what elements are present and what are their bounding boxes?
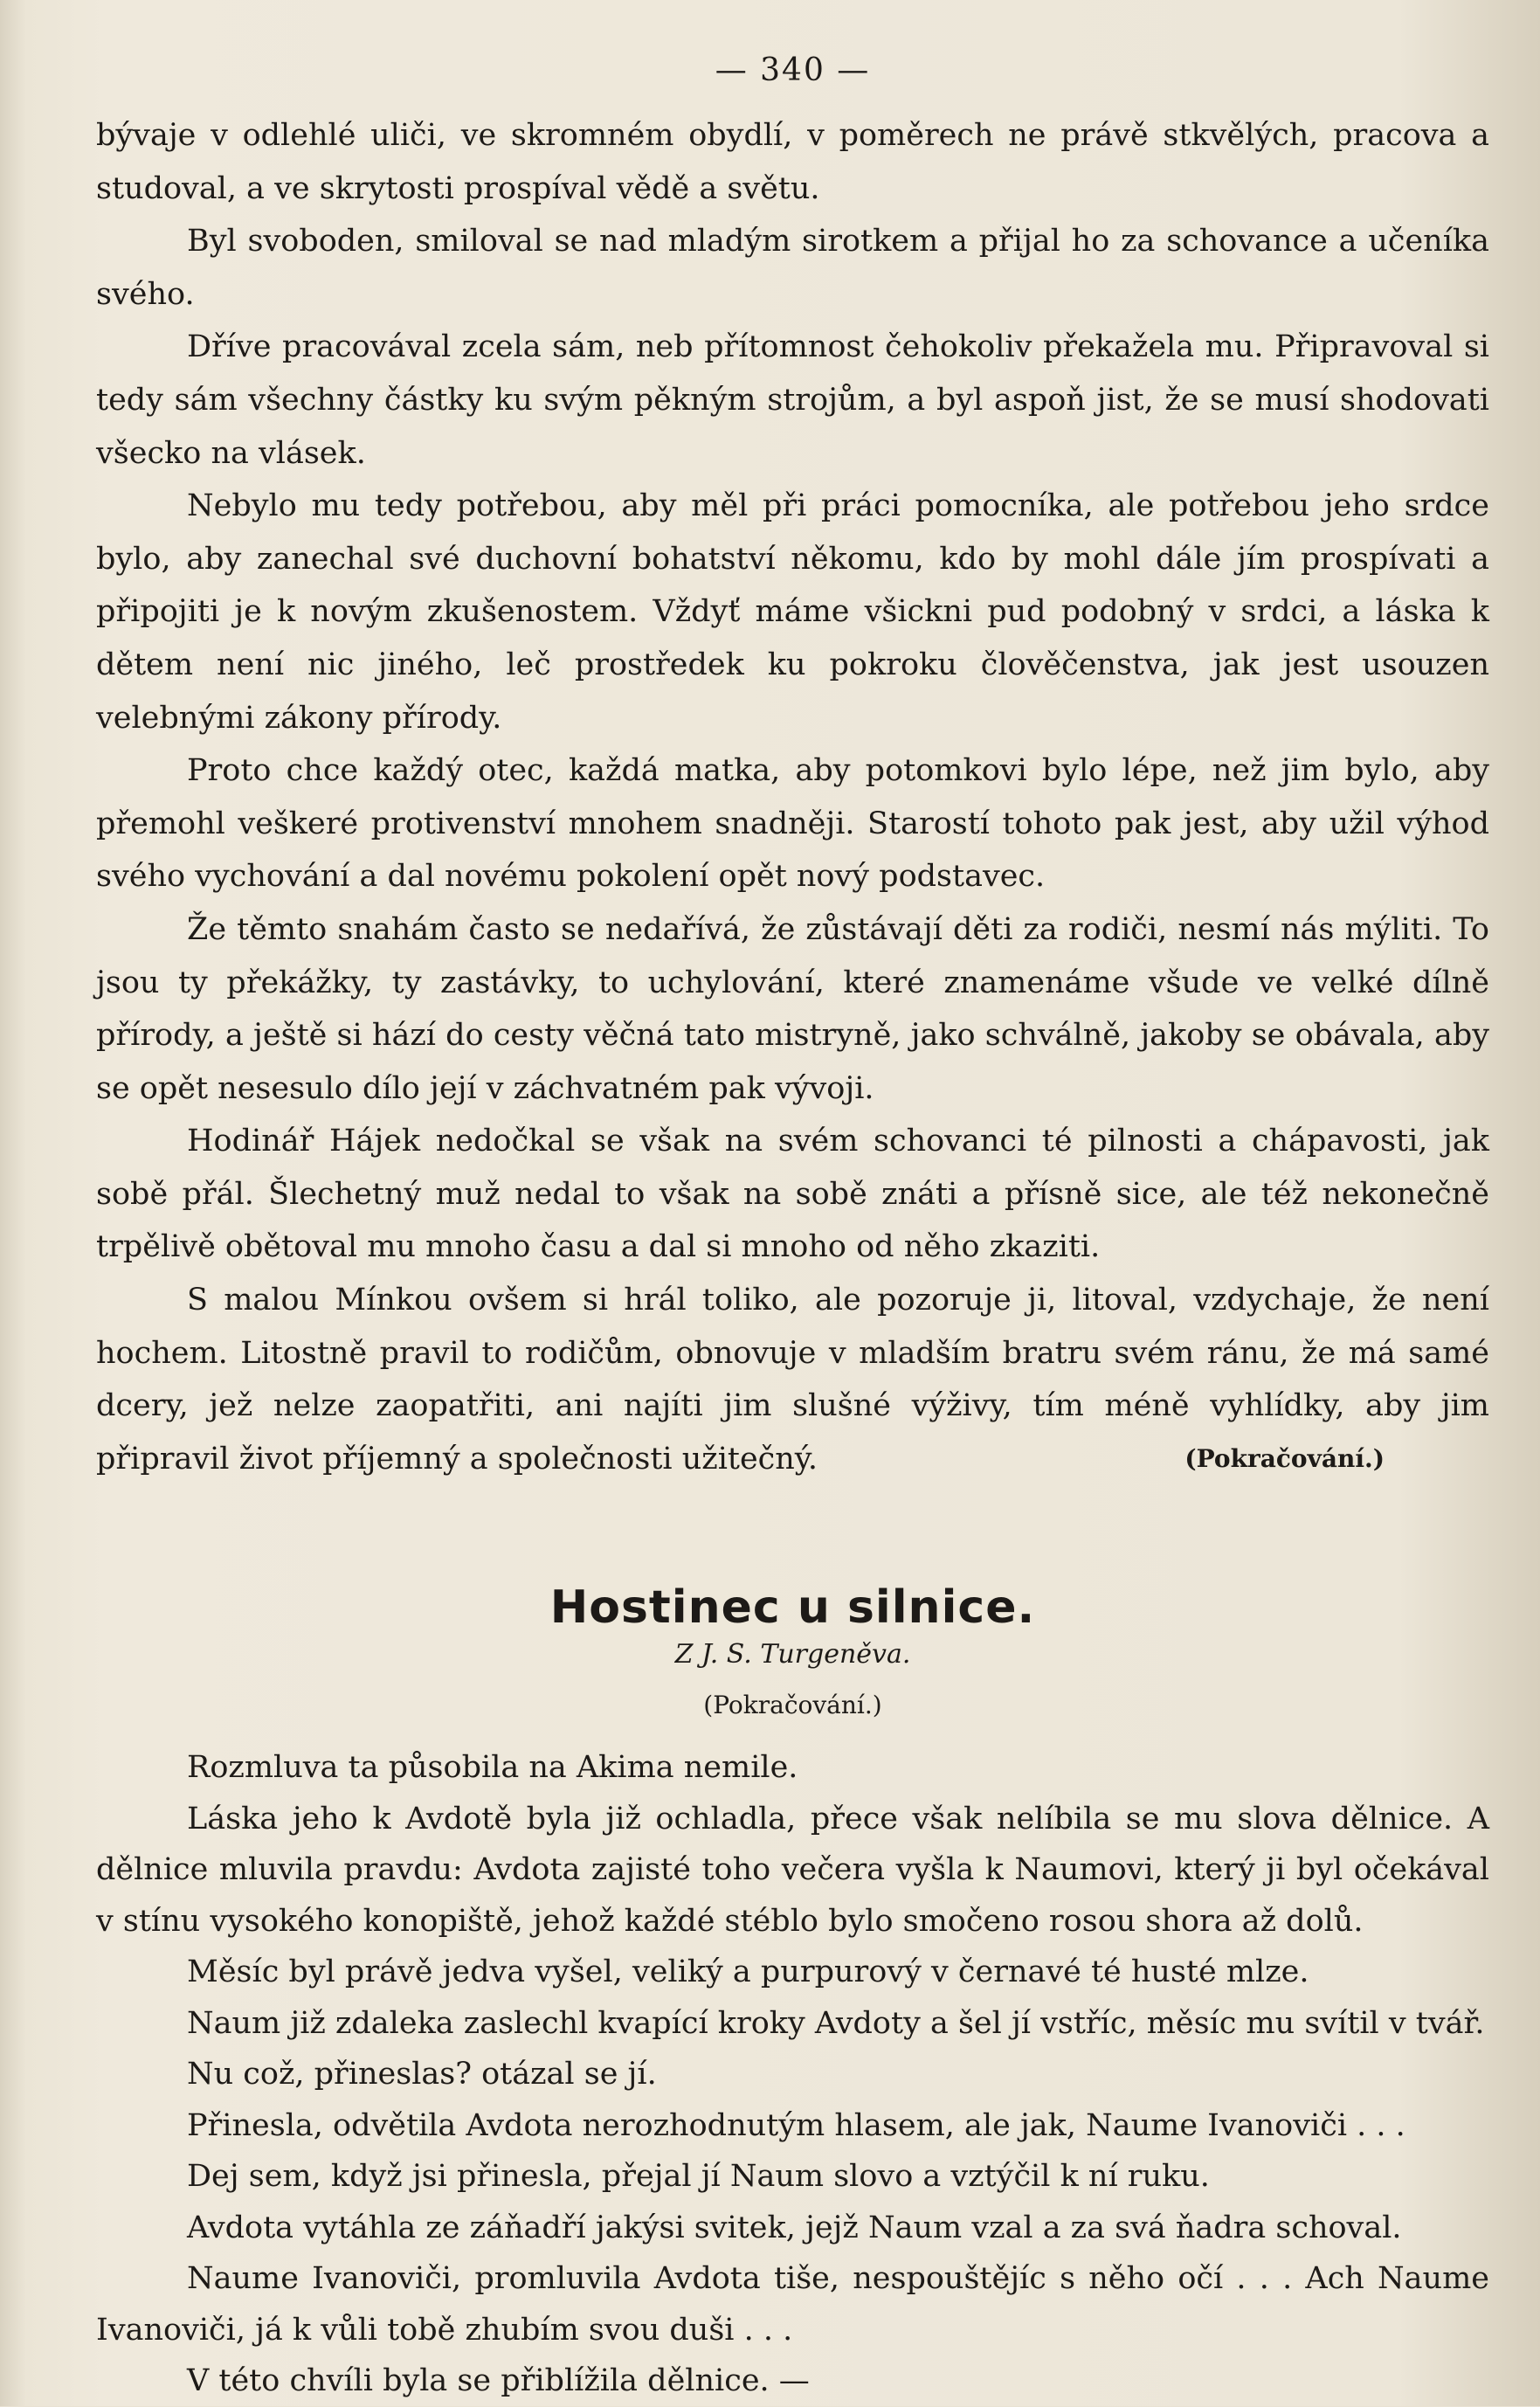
paragraph: Rozmluva ta působila na Akima nemile. — [187, 1750, 798, 1786]
paragraph: Dej sem, když jsi přinesla, přejal jí Naum slovo a vztýčil k ní ruku. — [187, 2159, 1210, 2195]
section-continued-note: (Pokračování.) — [703, 1691, 882, 1720]
paragraph: Avdota vytáhla ze záňadří jakýsi svitek, jejž Naum vzal a za svá ňadra schoval. — [187, 2210, 1402, 2245]
paragraph: Naum již zdaleka zaslechl kvapící kroky Avdoty a šel jí vstříc, měsíc mu svítil v tvář. — [187, 2005, 1485, 2041]
paragraph: bývaje v odlehlé uliči, ve skromném obydlí, v poměrech ne právě stkvělých, pracova a studoval, a ve skrytosti prospíval vědě a světu. — [96, 118, 1489, 206]
paragraph: S malou Mínkou ovšem si hrál toliko, ale pozoruje ji, litoval, vzdychaje, že není hochem. Litostně pravil to rodičům, obnovuje v mladším bratru svém ránu, že má samé dcery, jež nelze zaopatřiti, ani najíti jim slušné výživy, tím méně vyhlídky, aby jim připravil život příjemný a společnosti užitečný. — [96, 1283, 1489, 1477]
paragraph: Láska jeho k Avdotě byla již ochladla, přece však nelíbila se mu slova dělnice. A dělnice mluvila pravdu: Avdota zajisté toho večera vyšla k Naumovi, který ji byl očekával v stínu vysokého konopiště, jehož každé stéblo bylo smočeno rosou shora až dolů. — [96, 1801, 1489, 1939]
page-number: — 340 — — [715, 52, 871, 88]
paragraph: Nu což, přineslas? otázal se jí. — [187, 2057, 657, 2092]
paragraph: Dříve pracovával zcela sám, neb přítomnost čehokoliv překažela mu. Připravoval si tedy sám všechny částky ku svým pěkným strojům, a byl aspoň jist, že se musí shodovati všecko na vlásek. — [96, 329, 1489, 471]
paragraph: Přinesla, odvětila Avdota nerozhodnutým hlasem, ale jak, Naume Ivanoviči . . . — [187, 2107, 1405, 2143]
paragraph: Měsíc byl právě jedva vyšel, veliký a purpurový v černavé té husté mlze. — [187, 1954, 1309, 1990]
section-title: Hostinec u silnice. — [549, 1581, 1036, 1635]
paragraph: Naume Ivanoviči, promluvila Avdota tiše, nespouštějíc s něho očí . . . Ach Naume Ivanoviči, já k vůli tobě zhubím svou duši . . . — [96, 2261, 1489, 2348]
section-author: Z J. S. Turgeněva. — [674, 1639, 911, 1670]
paragraph: Byl svoboden, smiloval se nad mladým sirotkem a přijal ho za schovance a učeníka svého. — [96, 224, 1489, 312]
paragraph: Hodinář Hájek nedočkal se však na svém schovanci té pilnosti a chápavosti, jak sobě přál. Šlechetný muž nedal to však na sobě znáti a přísně sice, ale též nekonečně trpělivě obětoval mu mnoho času a dal si mnoho od něho zkaziti. — [96, 1124, 1489, 1265]
paragraph: Proto chce každý otec, každá matka, aby potomkovi bylo lépe, než jim bylo, aby přemohl veškeré protivenství mnohem snadněji. Starostí tohoto pak jest, aby užil výhod svého vychování a dal novému pokolení opět nový podstavec. — [96, 753, 1489, 895]
paragraph: V této chvíli byla se přiblížila dělnice. — — [187, 2363, 810, 2399]
article-text — [96, 109, 1489, 1485]
paragraph: Nebylo mu tedy potřebou, aby měl při práci pomocníka, ale potřebou jeho srdce bylo, aby zanechal své duchovní bohatství někomu, kdo by mohl dále jím prospívati a připojiti je k novým zkušenostem. Vždyť máme všickni pud podobný v srdci, a láska k dětem není nic jiného, leč prostředek ku pokroku člověčenstva, jak jest usouzen velebnými zákony přírody. — [96, 488, 1489, 736]
story-text — [96, 1742, 1489, 2407]
continuation-note: (Pokračování.) — [1184, 1444, 1385, 1474]
paragraph: Že těmto snahám často se nedařívá, že zůstávají děti za rodiči, nesmí nás mýliti. To jsou ty překážky, ty zastávky, to uchylování, které znamenáme všude ve velké dílně přírody, a ještě si hází do cesty věčná tato mistryně, jako schválně, jakoby se obávala, aby se opět nesesulo dílo její v záchvatném pak vývoji. — [96, 911, 1489, 1106]
